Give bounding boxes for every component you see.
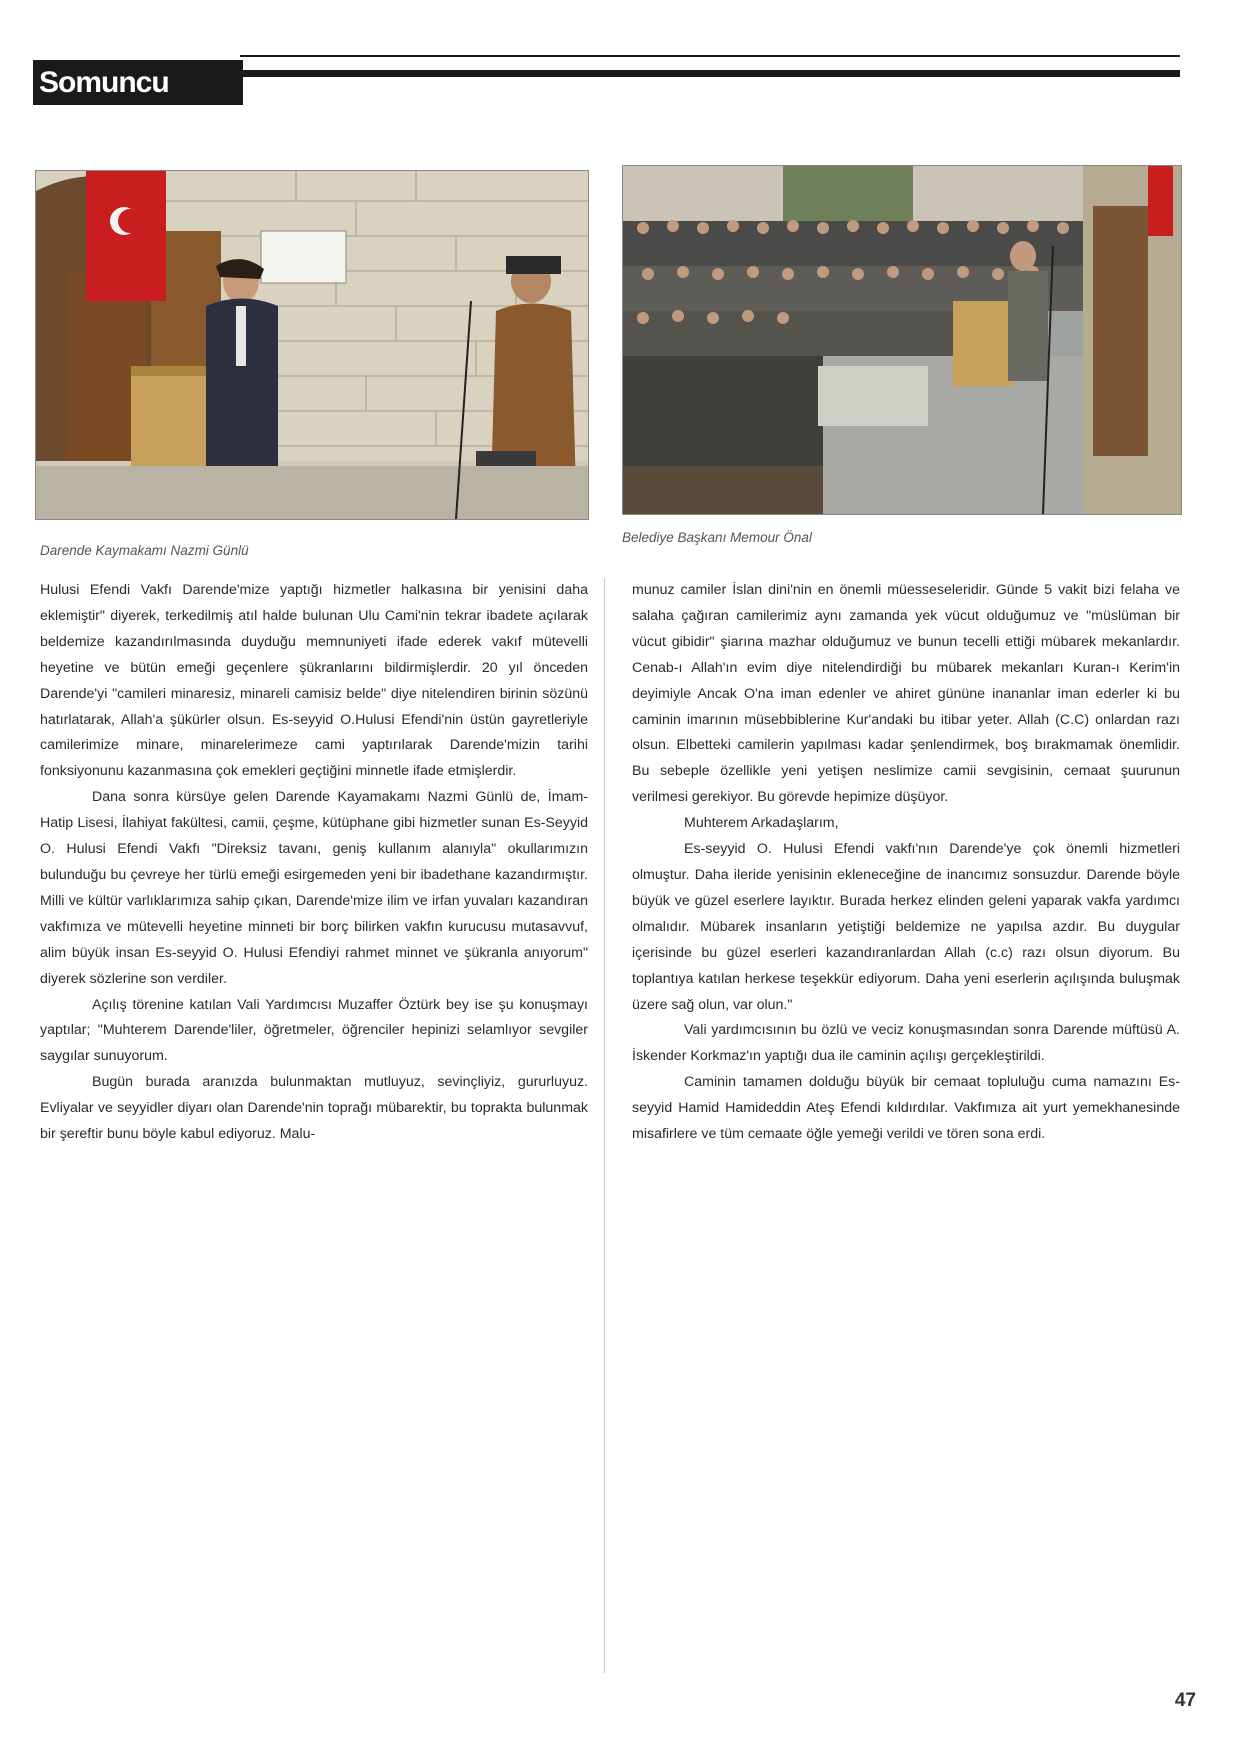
header-rule-bottom [240,70,1180,77]
article-left-column [40,578,588,1148]
photo-crowd-ceremony [622,165,1182,515]
paragraph: munuz camiler İslan dini'nin en önemli müesseseleridir. Günde 5 vakit bizi felaha ve salaha çağıran camilerimiz aynı zamanda yek vücut olduğumuz ve "müslüman bir vücut gibidir" şiarına mazhar olduğumuz ve bunun tecelli ettiği mübarek mekanlardır. Cenab-ı Allah'ın evim diye nitelendirdiği bu mübarek mekanları Kuran-ı Kerim'in deyimiyle Ancak O'na iman edenler ve ahiret gününe inananlar iman ederler ki bu caminin imarının müsebbiblerine Kur'andaki bu itibar yeter. Allah (C.C) onlardan razı olsun. Elbetteki camilerin yapılması kadar şenlendirmek, boş bırakmamak önemlidir. Bu sebeple özellikle yeni yetişen neslimize camii sevgisinin, cemaat şuurunun verilmesi gerekiyor. Bu görevde hepimize düşüyor. [632,582,1180,806]
paragraph: Es-seyyid O. Hulusi Efendi vakfı'nın Darende'ye çok önemli hizmetleri olmuştur. Daha ileride yenisinin ekleneceğine de inancımız sonsuzdur. Darende böyle büyük ve güzel eserlere layıktır. Burada herkez elinden geleni yaparak vakfa yardımcı olmalıdır. Mübarek insanların yetiştiği beldemize ne yapılsa azdır. Bu duygular içerisinde bu güzel eserleri kazandıranlardan Allah (c.c) razı olsun diyorum. Bu toplantıya katılan herkese teşekkür ediyorum. Daha yeni eserlerin açılışında buluşmak üzere sağ olun, var olun." [632,841,1180,1013]
article-right-column [632,578,1180,1148]
paragraph: Bugün burada aranızda bulunmaktan mutluyuz, sevinçliyiz, gururluyuz. Evliyalar ve seyyidler diyarı olan Darende'nin toprağı mübarektir, bu toprakta bulunmak bir şereftir bunu böyle kabul ediyoruz. Malu- [40,1074,588,1143]
photo-kaymakam-speech [35,170,589,520]
caption-right-photo: Belediye Başkanı Memour Önal [622,530,812,545]
paragraph: Caminin tamamen dolduğu büyük bir cemaat topluluğu cuma namazını Es-seyyid Hamid Hamideddin Ateş Efendi kıldırdılar. Vakfımıza ait yurt yemekhanesinde misafirlere ve tüm cemaate öğle yemeği verildi ve tören sona erdi. [632,1074,1180,1143]
caption-left-photo: Darende Kaymakamı Nazmi Günlü [40,543,249,558]
column-divider [604,578,605,1673]
page-number: 47 [1174,1690,1196,1711]
paragraph: Dana sonra kürsüye gelen Darende Kayamakamı Nazmi Günlü de, İmam-Hatip Lisesi, İlahiyat fakültesi, camii, çeşme, kütüphane gibi hizmetler sunan Es-Seyyid O. Hulusi Efendi Vakfı "Direksiz tavanı, geniş kullanım alanıyla" okullarımızın bulunduğu bu çevreye her türlü emeği esirgemeden yeni bir ibadethane kazandırmıştır. Milli ve kültür varlıklarımıza sahip çıkan, Darende'mize ilim ve irfan yuvaları kazandıran vakfımıza ve mütevelli heyetine minneti bir borç bilirken vakfın kurucusu mutasavvuf, alim büyük insan Es-seyyid O. Hulusi Efendiyi rahmet minnet ve şükranla anıyorum" diyerek sözlerine son verdiler. [40,789,588,987]
header-rule-top [240,55,1180,57]
paragraph: Muhterem Arkadaşlarım, [684,815,839,832]
section-title: Somuncu Baba [33,60,243,105]
paragraph: Açılış törenine katılan Vali Yardımcısı Muzaffer Öztürk bey ise şu konuşmayı yaptılar; "Muhterem Darende'liler, öğretmeler, öğrenciler hepinizi selamlıyor sevgiler saygılar sunuyorum. [40,996,588,1065]
paragraph: Vali yardımcısının bu özlü ve veciz konuşmasından sonra Darende müftüsü A. İskender Korkmaz'ın yaptığı dua ile caminin açılışı gerçekleştirildi. [632,1022,1180,1065]
paragraph: Hulusi Efendi Vakfı Darende'mize yaptığı hizmetler halkasına bir yenisini daha eklemiştir" diyerek, terkedilmiş atıl halde bulunan Ulu Cami'nin tekrar ibadete açılarak beldemize kazandırılmasında duyduğu memnuniyeti ifade ederek vakıf mütevelli heyetine ve bütün emeği geçenlere şükranlarını bildirmişlerdir. 20 yıl önceden Darende'yi "camileri minaresiz, minareli camisiz belde" diye nitelendiren birinin sözünü hatırlatarak, Allah'a şükürler olsun. Es-seyyid O.Hulusi Efendi'nin üstün gayretleriyle camilerimize minare, minarelerimeze cami yaptırılarak Darende'mizin tarihi fonksiyonunu kazanmasına çok emekleri geçtiğini minnetle ifade etmişlerdir. [40,582,588,780]
